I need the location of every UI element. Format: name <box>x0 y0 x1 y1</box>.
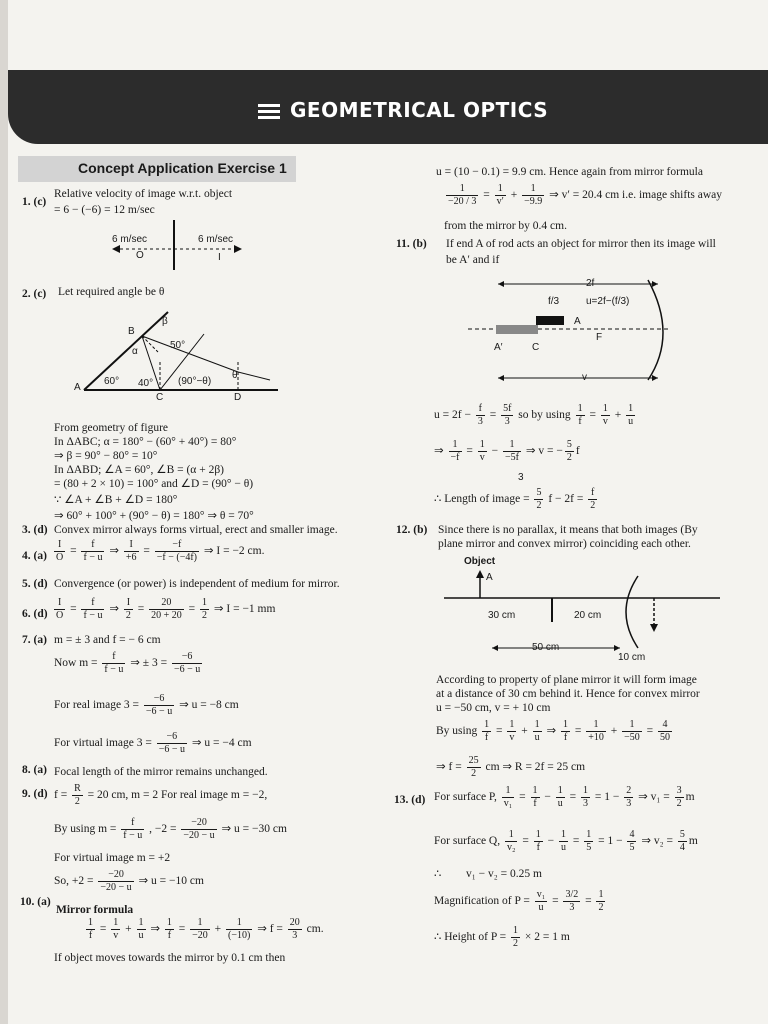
q12-object-label: Object <box>464 556 496 567</box>
geom-line-4: = (80 + 2 × 10) = 100° and ∠D = (90° − θ) <box>54 478 254 490</box>
q9-virtual: For virtual image m = +2 <box>54 852 171 864</box>
q13-magnification: Magnification of P = $\frac{\text{v₁}}{u}$ = $\frac{3/2}{3}$ = $\frac{1}{2}$ <box>434 889 604 913</box>
fig12-50-arrow-left <box>492 645 498 651</box>
q12-figure <box>8 0 9 1</box>
fig2-ray-2 <box>142 336 238 372</box>
fig2-label-50: 50° <box>170 340 186 351</box>
fig2-label-A: A <box>74 382 81 393</box>
q12-para3: u = −50 cm, v = + 10 cm <box>436 702 551 714</box>
fig12-image-arrowhead <box>650 624 658 632</box>
q7-now: Now m = $\frac{f}{f - u}$ ⇒ ± 3 = $\frac{-6}{-6 - u}$ <box>54 651 201 675</box>
chapter-title <box>258 98 548 122</box>
fig2-label-C: C <box>156 392 164 403</box>
fig11-2f-arrow-right <box>652 281 658 287</box>
fig12-label-20: 20 cm <box>574 610 602 621</box>
r-cont-equation: $\frac{1}{-20 / 3}$ = $\frac{1}{v'}$ + $\frac{1}{-9.9}$ ⇒ v′ = 20.4 cm i.e. image shifts away <box>448 183 723 207</box>
q12-para2: at a distance of 30 cm behind it. Hence for convex mirror <box>436 688 700 700</box>
q10-line1: Mirror formula <box>56 904 134 916</box>
q12-line1: Since there is no parallax, it means that both images (By <box>438 524 698 536</box>
q11-math-line2: ⇒ $\frac{1}{-f}$ = $\frac{1}{v}$ − $\frac{1}{-5f}$ ⇒ v = − $\frac{5}{2}$ f <box>434 439 580 463</box>
geom-line-3: In ΔABD; ∠A = 60°, ∠B = (α + 2β) <box>54 464 225 476</box>
fig2-inclined-mirror <box>84 312 168 390</box>
geom-line-2: ⇒ β = 90° − 80° = 10° <box>54 450 158 462</box>
q6-tag: 6. (d) <box>22 608 48 620</box>
q10-tag: 10. (a) <box>20 896 51 908</box>
q12-equation: By using $\frac{1}{f}$ = $\frac{1}{v}$ + $\frac{1}{u}$ ⇒ $\frac{1}{f}$ = $\frac{1}{+10}$ + $\frac{1}{-50}$ = $\frac{4}{50}$ <box>436 719 671 743</box>
fig12-object-arrowhead <box>476 570 484 578</box>
q11-line1: If end A of rod acts an object for mirror then its image will <box>446 238 716 250</box>
q1-velocity-left: 6 m/sec <box>112 234 148 245</box>
fig11-label-u: u=2f−(f/3) <box>586 296 630 307</box>
q13-surface-p: For surface P, $\frac{1}{\text{v₁}}$ = $\frac{1}{f}$ − $\frac{1}{u}$ = $\frac{1}{3}$ = 1 − $\frac{2}{3}$ ⇒ v₁ = $\frac{3}{2}$ m <box>434 785 695 809</box>
q1-line1: Relative velocity of image w.r.t. object <box>54 188 233 200</box>
fig12-50-arrow-right <box>614 645 620 651</box>
fig2-label-alpha: α <box>132 346 138 357</box>
fig2-label-theta: θ <box>232 370 238 381</box>
q9-tag: 9. (d) <box>22 788 48 800</box>
fig11-label-f3: f/3 <box>548 296 560 307</box>
q12-line2: plane mirror and convex mirror) coinciding each other. <box>438 538 691 550</box>
q9-line2: By using m = $\frac{f}{f - u}$ , −2 = $\frac{-20}{-20 - u}$ ⇒ u = −30 cm <box>54 817 287 841</box>
fig11-v-arrow-right <box>652 375 658 381</box>
q3-text: Convex mirror always forms virtual, erect and smaller image. <box>54 524 338 536</box>
fig11-image-rod <box>496 325 538 334</box>
q1-point-o: O <box>136 250 144 261</box>
fig11-v-arrow-left <box>498 375 504 381</box>
q1-tag: 1. (c) <box>22 196 47 208</box>
q7-tag: 7. (a) <box>22 634 47 646</box>
q1-velocity-right: 6 m/sec <box>198 234 234 245</box>
q6-equation: $\frac{I}{O}$ = $\frac{f}{f - u}$ ⇒ $\frac{I}{2}$ = $\frac{20}{20 + 20}$ = $\frac{1}{2}$ ⇒ I = −1 mm <box>56 597 276 621</box>
q2-tag: 2. (c) <box>22 288 47 300</box>
q3-tag: 3. (d) <box>22 524 48 536</box>
fig2-ray-out <box>238 372 270 380</box>
q11-length: ∴ Length of image = $\frac{5}{2}$ f − 2f = $\frac{f}{2}$ <box>434 487 596 511</box>
q7-real: For real image 3 = $\frac{-6}{-6 - u}$ ⇒ u = −8 cm <box>54 693 239 717</box>
q11-math-sub3: 3 <box>518 472 524 483</box>
fig12-label-30: 30 cm <box>488 610 516 621</box>
fig11-object-rod <box>536 316 564 325</box>
q12-tag: 12. (b) <box>396 524 428 536</box>
fig11-label-v: v <box>582 372 587 383</box>
q11-math-line1: u = 2f − $\frac{f}{3}$ = $\frac{5f}{3}$ so by using $\frac{1}{f}$ = $\frac{1}{v}$ + $\frac{1}{u}$ <box>434 403 634 427</box>
q1-point-i: I <box>218 252 221 263</box>
fig2-label-90-theta: (90°−θ) <box>178 376 212 387</box>
q12-para1: According to property of plane mirror it will form image <box>436 674 697 686</box>
q1-arrow-left <box>112 245 120 253</box>
q11-tag: 11. (b) <box>396 238 427 250</box>
fig11-label-F: F <box>596 332 603 343</box>
fig11-label-Aprime: A′ <box>494 342 503 353</box>
fig11-mirror <box>648 280 663 380</box>
q13-height: ∴ Height of P = $\frac{1}{2}$ × 2 = 1 m <box>434 925 570 949</box>
q5-text: Convergence (or power) is independent of medium for mirror. <box>54 578 340 590</box>
page <box>8 0 768 1024</box>
geom-line-1: In ΔABC; α = 180° − (60° + 40°) = 80° <box>54 436 237 448</box>
hamburger-icon <box>258 101 280 122</box>
fig11-2f-arrow-left <box>498 281 504 287</box>
q12-result: ⇒ f = $\frac{25}{2}$ cm ⇒ R = 2f = 25 cm <box>436 755 586 779</box>
exercise-title: Concept Application Exercise 1 <box>78 160 287 176</box>
q5-tag: 5. (d) <box>22 578 48 590</box>
geom-line-0: From geometry of figure <box>54 422 169 434</box>
q1-line2: = 6 − (−6) = 12 m/sec <box>54 204 155 216</box>
fig11-label-A: A <box>574 316 581 327</box>
chapter-title-text: GEOMETRICAL OPTICS <box>290 98 549 122</box>
fig11-label-2f: 2f <box>586 278 595 289</box>
q7-line1: m = ± 3 and f = − 6 cm <box>54 634 161 646</box>
q7-virtual: For virtual image 3 = $\frac{-6}{-6 - u}$ ⇒ u = −4 cm <box>54 731 252 755</box>
fig11-label-C: C <box>532 342 540 353</box>
q9-line1: f = $\frac{R}{2}$ = 20 cm, m = 2 For real image m = −2, <box>54 783 268 807</box>
q13-surface-q: For surface Q, $\frac{1}{\text{v₂}}$ = $\frac{1}{f}$ − $\frac{1}{u}$ = $\frac{1}{5}$ = 1 − $\frac{4}{5}$ ⇒ v₂ = $\frac{5}{4}$ m <box>434 829 698 853</box>
geom-line-5: ∵ ∠A + ∠B + ∠D = 180° <box>54 494 178 506</box>
fig12-convex-mirror <box>626 576 638 648</box>
fig2-label-D: D <box>234 392 242 403</box>
q10-equation: $\frac{1}{f}$ = $\frac{1}{v}$ + $\frac{1}{u}$ ⇒ $\frac{1}{f}$ = $\frac{1}{-20}$ + $\frac{1}{(-10)}$ ⇒ f = $\frac{20}{3}$ cm. <box>88 917 324 941</box>
q4-tag: 4. (a) <box>22 550 47 562</box>
fig2-label-40: 40° <box>138 378 154 389</box>
q1-arrow-right <box>234 245 242 253</box>
fig12-label-10: 10 cm <box>618 652 646 663</box>
q4-equation: $\frac{I}{O}$ = $\frac{f}{f - u}$ ⇒ $\frac{I}{+6}$ = $\frac{-f}{-f - (-4f)}$ ⇒ I = −2 cm. <box>56 539 265 563</box>
fig2-label-beta: β <box>162 316 168 327</box>
q8-tag: 8. (a) <box>22 764 47 776</box>
q11-line2: be A′ and if <box>446 254 500 266</box>
q9-line4: So, +2 = $\frac{-20}{-20 - u}$ ⇒ u = −10 cm <box>54 869 204 893</box>
q13-difference: v₁ − v₂ = 0.25 m <box>466 868 542 880</box>
q2-line1: Let required angle be θ <box>58 286 165 298</box>
fig12-label-50: 50 cm <box>532 642 560 653</box>
geom-line-6: ⇒ 60° + 100° + (90° − θ) = 180° ⇒ θ = 70° <box>54 510 254 522</box>
r-cont-line3: from the mirror by 0.4 cm. <box>444 220 567 232</box>
fig2-label-60: 60° <box>104 376 120 387</box>
q13-therefore: ∴ <box>434 868 442 880</box>
q13-tag: 13. (d) <box>394 794 426 806</box>
q8-text: Focal length of the mirror remains unchanged. <box>54 766 268 778</box>
q12-label-A: A <box>486 572 493 583</box>
fig2-label-B: B <box>128 326 135 337</box>
r-cont-line1: u = (10 − 0.1) = 9.9 cm. Hence again from mirror formula <box>436 166 703 178</box>
q10-last-line: If object moves towards the mirror by 0.1 cm then <box>54 952 286 964</box>
